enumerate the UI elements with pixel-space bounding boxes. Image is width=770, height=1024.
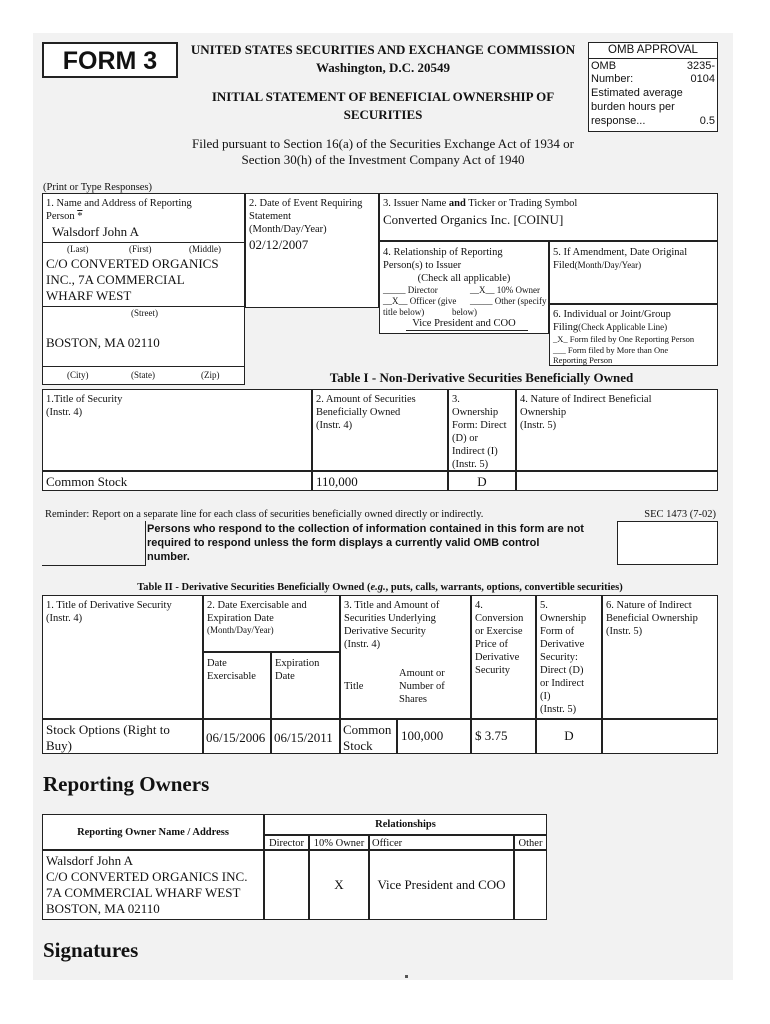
table2-col3-d: (Instr. 4)	[344, 639, 381, 650]
box1-label-person: Person *	[46, 211, 83, 222]
table2-col3-b: Securities Underlying	[344, 613, 436, 624]
box1-reporting-person	[42, 193, 245, 385]
box4-relationship	[379, 241, 549, 334]
table2-row-expiration-cell	[271, 719, 340, 754]
form-label-box	[42, 42, 178, 78]
table-row	[42, 850, 264, 920]
table1-row-nature-cell	[516, 471, 718, 491]
table2-col5-d: Derivative	[540, 639, 585, 650]
table2-col2-a: 2. Date Exercisable and	[207, 600, 307, 611]
table1-header-col4	[516, 389, 718, 471]
table1-row-amount: 110,000	[316, 474, 358, 489]
omb-heading: OMB APPROVAL	[589, 43, 717, 59]
table1-row-amount-cell	[312, 471, 448, 491]
table2-col2-sub1-a: Date	[207, 658, 227, 669]
table1-row-form: D	[477, 474, 487, 489]
omb-burden-line2: burden hours per	[591, 101, 675, 113]
table2-col4-d: Price of	[475, 639, 508, 650]
table2-header-col6	[602, 595, 718, 719]
table2-col2-c: (Month/Day/Year)	[207, 625, 274, 635]
table2-col1-b: (Instr. 4)	[46, 613, 83, 624]
filed-pursuant-line2: Section 30(h) of the Investment Company Act of 1940	[241, 152, 525, 167]
table1-col2-a: 2. Amount of Securities	[316, 394, 416, 405]
table2-header-col3	[340, 595, 471, 719]
owners-row-owner-cell	[309, 850, 369, 920]
box6-label-bc: Filing(Check Applicable Line)	[553, 322, 668, 333]
officer-title: Vice President and COO	[412, 318, 516, 329]
box5-amendment	[549, 241, 718, 304]
box6-label-a: 6. Individual or Joint/Group	[553, 309, 671, 320]
owners-name-header-cell	[42, 814, 264, 850]
table2-col1-a: 1. Title of Derivative Security	[46, 600, 172, 611]
box4-label-c: (Check all applicable)	[417, 273, 511, 284]
table2-col5-h: (I)	[540, 691, 551, 702]
reminder-left-blank	[42, 521, 146, 566]
table1-col2-b: Beneficially Owned	[316, 407, 401, 418]
table2-header-col1	[42, 595, 203, 719]
form-label: FORM 3	[62, 47, 158, 75]
reminder-right-blank	[617, 521, 718, 565]
owners-col-other-cell	[514, 835, 547, 850]
box2-label-a: 2. Date of Event Requiring	[249, 198, 363, 209]
table2-row-form: D	[564, 728, 574, 743]
reporting-owners-heading: Reporting Owners	[43, 772, 210, 796]
form-title: INITIAL STATEMENT OF BENEFICIAL OWNERSHIP OF SECURITIES	[211, 89, 555, 122]
owners-row-director-cell	[264, 850, 309, 920]
zip-label: (Zip)	[201, 370, 220, 380]
issuer-name: Converted Organics Inc. [COINU]	[383, 212, 564, 227]
table2-col4-e: Derivative	[475, 652, 520, 663]
table1-col3-b: Ownership	[452, 407, 499, 418]
person-name: Walsdorf John A	[52, 224, 140, 239]
table2-row-title-b: Buy)	[46, 738, 72, 753]
table2-col4-a: 4.	[475, 600, 483, 611]
omb-number-value-2: 0104	[690, 73, 715, 85]
omb-notice-line3: number.	[147, 551, 190, 563]
table1-row-form-cell	[448, 471, 516, 491]
table2-col3-c: Derivative Security	[344, 626, 426, 637]
box4-below: below)	[452, 307, 477, 317]
address-line1: C/O CONVERTED ORGANICS	[46, 256, 219, 271]
box2-event-date	[245, 193, 379, 308]
box3-label: 3. Issuer Name and Ticker or Trading Symbol	[383, 198, 578, 209]
owners-row-line3: 7A COMMERCIAL WHARF WEST	[46, 885, 241, 900]
box5-label-a: 5. If Amendment, Date Original	[553, 247, 688, 258]
table2-row-shares-cell	[397, 719, 471, 754]
signature-mark	[405, 975, 408, 978]
box1-label: 1. Name and Address of Reporting	[46, 198, 192, 209]
table2-header-col2-sub2	[271, 652, 340, 719]
owners-row-officer: Vice President and COO	[377, 877, 506, 892]
box3-issuer	[379, 193, 718, 241]
table2-col5-a: 5.	[540, 600, 548, 611]
table1-col4-a: 4. Nature of Indirect Beneficial	[520, 394, 652, 405]
table2-col5-e: Security:	[540, 652, 578, 663]
box4-officer: __X__ Officer (give	[383, 296, 457, 306]
box6-opt1: _X_ Form filed by One Reporting Person	[553, 334, 695, 344]
owners-row-line4: BOSTON, MA 02110	[46, 901, 160, 916]
state-label: (State)	[131, 370, 155, 380]
table1-header-col1	[42, 389, 312, 471]
table2-col6-a: 6. Nature of Indirect	[606, 600, 692, 611]
owners-col-officer-cell	[369, 835, 514, 850]
omb-number-label-2: Number:	[591, 73, 634, 85]
box4-director: _____ Director	[383, 285, 438, 295]
box5-label-bc: Filed(Month/Day/Year)	[553, 260, 642, 271]
owners-row-line1: Walsdorf John A	[46, 853, 134, 868]
omb-notice-line1: Persons who respond to the collection of information contained in this form are not	[147, 523, 584, 535]
table2-col3-a: 3. Title and Amount of	[344, 600, 440, 611]
table1-col2-c: (Instr. 4)	[316, 420, 353, 431]
box4-ten-pct-owner: __X__ 10% Owner	[470, 285, 540, 295]
table2-row-underlying-b: Stock	[343, 738, 373, 753]
table2-col4-b: Conversion	[475, 613, 524, 624]
table2-row-underlying-a: Common	[343, 722, 392, 737]
box4-label-b: Person(s) to Issuer	[383, 260, 462, 271]
table2-row-price: $ 3.75	[475, 728, 508, 743]
address-line2: INC., 7A COMMERCIAL	[46, 272, 185, 287]
owners-col-director-cell	[264, 835, 309, 850]
table2-col5-b: Ownership	[540, 613, 587, 624]
table2-col5-f: Direct (D)	[540, 665, 584, 676]
table2-row-expiration: 06/15/2011	[274, 730, 333, 745]
table-row	[42, 471, 312, 491]
table1-title: Table I - Non-Derivative Securities Beneficially Owned	[329, 370, 634, 385]
agency-name: UNITED STATES SECURITIES AND EXCHANGE COMMISSION	[190, 42, 576, 57]
table1-col3-f: (Instr. 5)	[452, 459, 489, 470]
box6-filing	[549, 304, 718, 366]
print-note: (Print or Type Responses)	[43, 182, 153, 193]
event-date: 02/12/2007	[249, 237, 309, 252]
omb-burden-value: 0.5	[699, 115, 715, 127]
table2-row-price-cell	[471, 719, 536, 754]
city-state-zip: BOSTON, MA 02110	[46, 335, 160, 350]
signatures-heading: Signatures	[43, 938, 139, 962]
owners-col-other: Other	[518, 838, 543, 849]
box2-label-c: (Month/Day/Year)	[249, 224, 327, 235]
table2-col5-g: or Indirect	[540, 678, 585, 689]
table2-col4-f: Security	[475, 665, 510, 676]
table2-title: Table II - Derivative Securities Beneficially Owned (e.g., puts, calls, warrants, options, convertible securities)	[137, 582, 623, 593]
owners-relationships-header-cell	[264, 814, 547, 835]
table1-col1-b: (Instr. 4)	[46, 407, 83, 418]
table2-col2-sub1-b: Exercisable	[207, 671, 256, 682]
owners-row-owner: X	[334, 877, 344, 892]
table2-col2-b: Expiration Date	[207, 613, 274, 624]
table2-col3-sub2-b: Number of	[399, 681, 445, 692]
box4-title-below: title below)	[383, 307, 425, 317]
table2-header-col5	[536, 595, 602, 719]
table1-header-col2	[312, 389, 448, 471]
table1-col3-c: Form: Direct	[452, 420, 507, 431]
reminder-text: Reminder: Report on a separate line for each class of securities beneficially owned directly or indirectly.	[45, 509, 484, 520]
table2-col3-sub2-a: Amount or	[399, 668, 445, 679]
table1-col3-d: (D) or	[452, 433, 478, 444]
table2-col5-i: (Instr. 5)	[540, 704, 577, 715]
table2-row-exercisable: 06/15/2006	[206, 730, 266, 745]
owners-col-officer: Officer	[372, 838, 403, 849]
table2-header-col2-sub1	[203, 652, 271, 719]
owners-row-other-cell	[514, 850, 547, 920]
omb-notice-line2: required to respond unless the form displays a currently valid OMB control	[147, 537, 540, 549]
table1-col3-e: Indirect (I)	[452, 446, 498, 457]
box6-opt2b: Reporting Person	[553, 355, 613, 365]
omb-approval-box	[588, 42, 718, 132]
box4-other: _____ Other (specify	[470, 296, 547, 306]
table2-row-exercisable-cell	[203, 719, 271, 754]
table2-col3-sub1: Title	[344, 681, 364, 692]
owners-col-owner: 10% Owner	[313, 838, 365, 849]
table1-col4-b: Ownership	[520, 407, 567, 418]
sec-code: SEC 1473 (7-02)	[644, 509, 716, 520]
omb-number-label-1: OMB	[591, 60, 617, 72]
middle-label: (Middle)	[189, 244, 221, 254]
table2-col6-b: Beneficial Ownership	[606, 613, 698, 624]
officer-title-underline	[406, 330, 528, 331]
first-label: (First)	[129, 244, 152, 254]
table-row	[42, 719, 203, 754]
owners-row-officer-cell	[369, 850, 514, 920]
agency-location: Washington, D.C. 20549	[316, 60, 450, 75]
omb-burden-label: response...	[591, 115, 646, 127]
street-underline	[43, 306, 244, 307]
table2-row-nature-cell	[602, 719, 718, 754]
table2-col2-sub2-b: Date	[275, 671, 295, 682]
street-label: (Street)	[131, 308, 158, 318]
table2-header-col4	[471, 595, 536, 719]
table1-row-title: Common Stock	[46, 474, 128, 489]
last-label: (Last)	[67, 244, 89, 254]
table2-row-shares: 100,000	[401, 728, 444, 743]
owners-col-director: Director	[269, 838, 304, 849]
omb-burden-line1: Estimated average	[591, 87, 683, 99]
filed-pursuant-line1: Filed pursuant to Section 16(a) of the Securities Exchange Act of 1934 or	[192, 136, 574, 151]
omb-number-value-1: 3235-	[686, 60, 715, 72]
owners-relationships-header: Relationships	[375, 819, 436, 830]
table2-col6-c: (Instr. 5)	[606, 626, 643, 637]
name-underline	[43, 242, 244, 243]
owners-col-owner-cell	[309, 835, 369, 850]
box6-opt2a: ___ Form filed by More than One	[553, 345, 669, 355]
table1-col1-a: 1.Title of Security	[46, 394, 123, 405]
table2-row-underlying-cell	[340, 719, 397, 754]
address-line3: WHARF WEST	[46, 288, 132, 303]
table1-header-col3	[448, 389, 516, 471]
table2-col3-sub2-c: Shares	[399, 694, 427, 705]
box4-label-a: 4. Relationship of Reporting	[383, 247, 503, 258]
table1-col4-c: (Instr. 5)	[520, 420, 557, 431]
table1-col3-a: 3.	[452, 394, 460, 405]
table2-row-title-a: Stock Options (Right to	[46, 722, 170, 737]
table2-header-col2	[203, 595, 340, 652]
owners-name-header: Reporting Owner Name / Address	[77, 827, 229, 838]
table2-col5-c: Form of	[540, 626, 575, 637]
table2-row-form-cell	[536, 719, 602, 754]
city-underline	[43, 366, 244, 367]
owners-row-line2: C/O CONVERTED ORGANICS INC.	[46, 869, 248, 884]
city-label: (City)	[67, 370, 89, 380]
table2-col4-c: or Exercise	[475, 626, 523, 637]
table2-col2-sub2-a: Expiration	[275, 658, 320, 669]
box2-label-b: Statement	[249, 211, 291, 222]
